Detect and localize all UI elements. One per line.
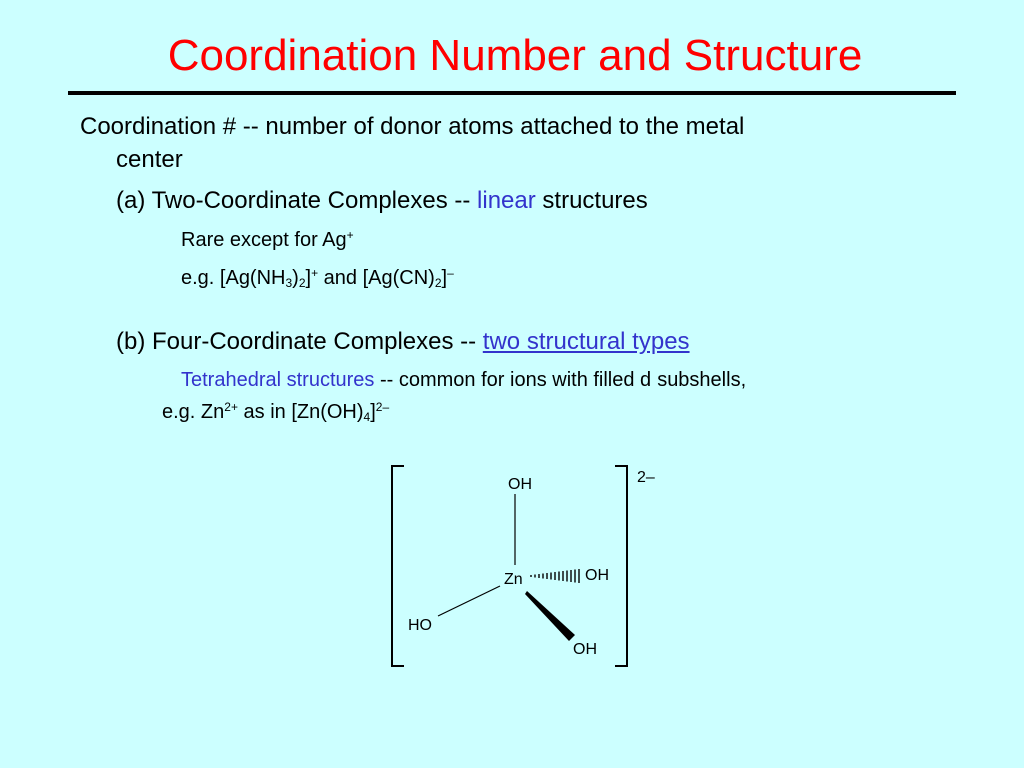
- linear-highlight: linear: [477, 187, 536, 214]
- zincate-charge: 2–: [375, 399, 390, 414]
- left-bracket: [392, 466, 404, 666]
- silver-example-prefix: e.g. [Ag(NH: [181, 267, 286, 289]
- rare-text: Rare except for Ag: [181, 229, 347, 251]
- nh3-subscript: 3: [285, 276, 293, 290]
- bond-hashed-wedge: [531, 569, 579, 583]
- bracket-close-2: ]: [441, 267, 448, 289]
- ligand-right: OH: [585, 567, 609, 584]
- tetrahedral-text-b: subshells,: [657, 369, 747, 391]
- right-bracket: [615, 466, 627, 666]
- definition-line-1: Coordination # -- number of donor atoms attached to the metal: [80, 113, 745, 140]
- bond-solid-wedge: [525, 591, 575, 641]
- paren-close: ): [292, 267, 299, 289]
- structural-types-link[interactable]: two structural types: [482, 328, 690, 355]
- metal-center: Zn: [504, 571, 523, 588]
- ag-charge: +: [346, 227, 354, 242]
- ligand-bottom: OH: [573, 641, 597, 658]
- zinc-example-middle: as in [Zn(OH): [237, 401, 364, 423]
- zinc-example-prefix: e.g. Zn: [162, 401, 225, 423]
- zinc-bracket-close: ]: [370, 401, 376, 423]
- definition-line-2: center: [116, 146, 183, 173]
- ammine-complex-charge: +: [311, 265, 319, 280]
- tetrahedral-highlight: Tetrahedral structures: [181, 369, 375, 391]
- bond-left: [438, 586, 500, 616]
- four-coordinate-prefix: (b) Four-Coordinate Complexes --: [116, 328, 483, 355]
- tetrahedral-text-a: -- common for ions with filled d: [374, 369, 652, 391]
- cyanide-complex-charge: –: [447, 265, 454, 280]
- hydroxide-count: 4: [363, 410, 371, 424]
- ammine-count: 2: [298, 276, 306, 290]
- ligand-left: HO: [408, 617, 432, 634]
- cyanide-count: 2: [434, 276, 442, 290]
- overall-charge: 2–: [637, 469, 655, 486]
- slide-title: Coordination Number and Structure: [167, 31, 863, 80]
- two-coordinate-suffix: structures: [535, 187, 648, 214]
- silver-example-middle: and [Ag(CN): [318, 267, 435, 289]
- zinc-ion-charge: 2+: [224, 399, 238, 414]
- two-coordinate-prefix: (a) Two-Coordinate Complexes --: [116, 187, 478, 214]
- bracket-close-1: ]: [305, 267, 312, 289]
- ligand-top: OH: [508, 476, 532, 493]
